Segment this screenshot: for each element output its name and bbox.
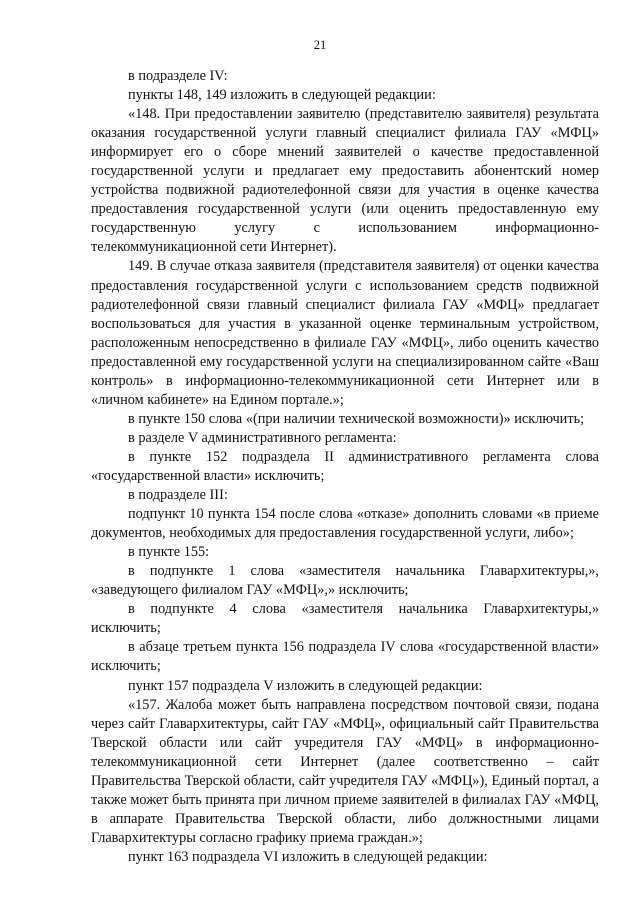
paragraph-item-149: 149. В случае отказа заявителя (представителя заявителя) от оценки качества предоставления государственной услуги с использованием средств подвижной радиотелефонной связи главный специалист филиала ГАУ «МФЦ» предлагает воспользоваться для участия в указанной оценке терминальным устройством, расположенным непосредственно в филиале ГАУ «МФЦ», либо оценить качество предоставленной ему государственной услуги на специализированном сайте «Ваш контроль» в информационно-телекоммуникационной сети Интернет или в «личном кабинете» на Едином портале.»; bbox=[91, 258, 599, 408]
paragraph-item-157: «157. Жалоба может быть направлена посредством почтовой связи, подана через сайт Главархитектуры, сайт ГАУ «МФЦ», официальный сайт Правительства Тверской области или сайт учредителя ГАУ «МФЦ» в информационно-телекоммуникационной сети Интернет (далее соответственно – сайт Правительства Тверской области, сайт учредителя ГАУ «МФЦ»), Единый портал, а также может быть принята при личном приеме заявителей в филиалах ГАУ «МФЦ, в аппарате Правительства Тверской области, либо должностными лицами Главархитектуры согласно графику приема граждан.»; bbox=[91, 696, 599, 846]
paragraph-item-157-intro: пункт 157 подраздела V изложить в следующей редакции: bbox=[128, 677, 483, 694]
paragraph-item-156: в абзаце третьем пункта 156 подраздела IV слова «государственной власти» исключить; bbox=[91, 639, 599, 675]
document-body bbox=[91, 67, 599, 867]
paragraph-item-148: «148. При предоставлении заявителю (представителю заявителя) результата оказания государственной услуги главный специалист филиала ГАУ «МФЦ» информирует его о сборе мнений заявителей о качестве предоставленной государственной услуги и предлагает ему предоставить абонентский номер устройства подвижной радиотелефонной связи для участия в оценке качества предоставления государственной услуги (или оценить предоставленную ему государственную услугу с использованием информационно-телекоммуникационной сети Интернет). bbox=[91, 106, 599, 256]
paragraph-items-148-149: пункты 148, 149 изложить в следующей редакции: bbox=[128, 87, 436, 104]
paragraph-item-155: в пункте 155: bbox=[128, 544, 210, 561]
paragraph-item-152: в пункте 152 подраздела II административного регламента слова «государственной власти» исключить; bbox=[91, 448, 599, 484]
paragraph-item-150: в пункте 150 слова «(при наличии технической возможности)» исключить; bbox=[128, 410, 585, 427]
paragraph-subitem-1: в подпункте 1 слова «заместителя начальника Главархитектуры,», «заведующего филиалом ГАУ «МФЦ»,» исключить; bbox=[91, 563, 599, 599]
paragraph-subitem-10-154: подпункт 10 пункта 154 после слова «отказе» дополнить словами «в приеме документов, необходимых для предоставления государственной услуги, либо»; bbox=[91, 506, 599, 542]
paragraph-subsection-iii: в подразделе III: bbox=[128, 487, 228, 504]
paragraph-subsection-iv: в подразделе IV: bbox=[128, 68, 228, 84]
paragraph-item-163-intro: пункт 163 подраздела VI изложить в следующей редакции: bbox=[128, 848, 488, 865]
paragraph-section-v: в разделе V административного регламента: bbox=[128, 429, 397, 446]
paragraph-subitem-4: в подпункте 4 слова «заместителя начальника Главархитектуры,» исключить; bbox=[91, 601, 599, 637]
page-number: 21 bbox=[313, 38, 327, 52]
